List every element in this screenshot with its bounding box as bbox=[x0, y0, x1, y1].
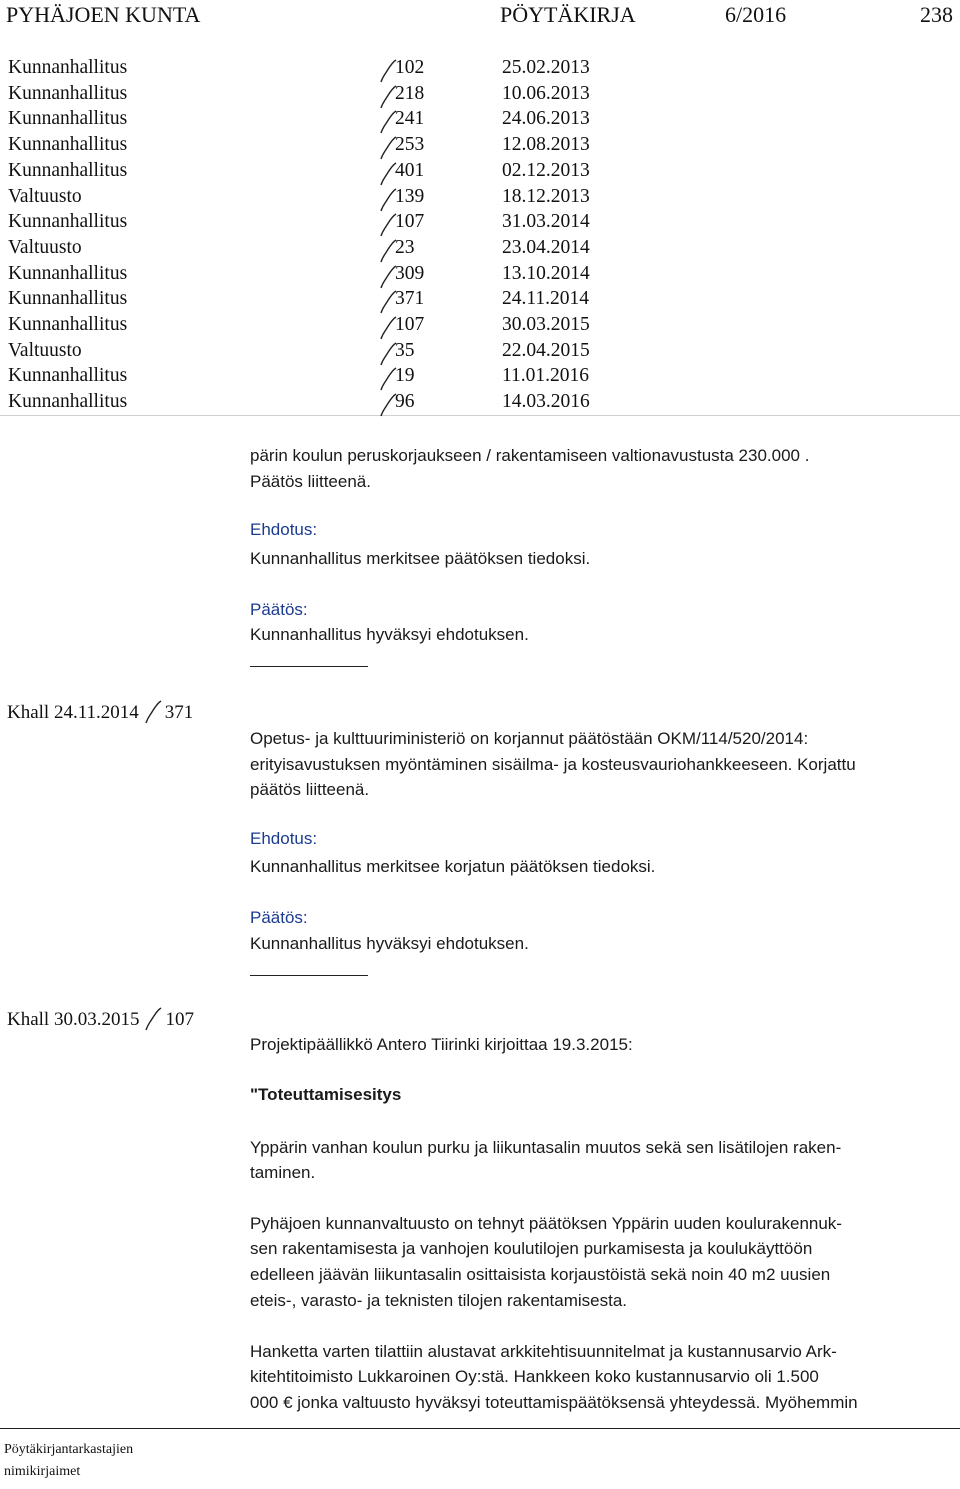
footer-line1: Pöytäkirjantarkastajien bbox=[4, 1442, 134, 1457]
section-reference bbox=[7, 700, 193, 724]
history-org: Kunnanhallitus bbox=[8, 134, 128, 156]
page-footer bbox=[0, 1428, 960, 1479]
history-row bbox=[0, 106, 960, 132]
history-org: Kunnanhallitus bbox=[8, 57, 128, 78]
history-row bbox=[0, 209, 960, 235]
history-section: 253 bbox=[395, 134, 425, 156]
history-table bbox=[0, 55, 960, 416]
block2-line2: erityisavustuksen myöntäminen sisäilma- ja kosteusvauriohankkeeseen. Korjattu bbox=[250, 755, 856, 774]
history-date: 18.12.2013 bbox=[502, 185, 590, 207]
paragraph3-line2: kitehtitoimisto Lukkaroinen Oy:stä. Hankkeen koko kustannusarvio oli 1.500 bbox=[250, 1367, 819, 1386]
history-date: 25.02.2013 bbox=[502, 57, 590, 78]
history-date: 24.11.2014 bbox=[502, 288, 590, 310]
history-date: 30.03.2015 bbox=[502, 314, 590, 335]
paragraph2-line3: edelleen jäävän liikuntasalin osittaisista korjaustöistä sekä noin 40 m2 uusien bbox=[250, 1265, 831, 1284]
proposal-text: Kunnanhallitus merkitsee korjatun päätöksen tiedoksi. bbox=[250, 857, 656, 876]
history-date: 31.03.2014 bbox=[502, 211, 590, 233]
history-org: Kunnanhallitus bbox=[8, 108, 128, 130]
intro-text: Projektipäällikkö Antero Tiirinki kirjoittaa 19.3.2015: bbox=[250, 1035, 633, 1054]
section-reference bbox=[7, 1007, 194, 1031]
decision-text: Kunnanhallitus hyväksyi ehdotuksen. bbox=[250, 934, 529, 953]
paragraph2-line2: sen rakentamisesta ja vanhojen koulutilojen purkamisesta ja koulukäyttöön bbox=[250, 1239, 813, 1258]
history-section: 102 bbox=[395, 57, 425, 78]
history-org: Valtuusto bbox=[8, 185, 82, 207]
history-section: 107 bbox=[395, 314, 425, 335]
block1-line2: Päätös liitteenä. bbox=[250, 472, 371, 491]
history-date: 12.08.2013 bbox=[502, 134, 590, 156]
paragraph2-line1: Pyhäjoen kunnanvaltuusto on tehnyt päätöksen Yppärin uuden koulurakennuk- bbox=[250, 1214, 842, 1233]
section-sign-icon bbox=[145, 700, 163, 724]
history-org: Kunnanhallitus bbox=[8, 314, 128, 335]
history-row bbox=[0, 184, 960, 210]
history-date: 23.04.2014 bbox=[502, 236, 590, 258]
history-org: Kunnanhallitus bbox=[8, 211, 128, 233]
history-row bbox=[0, 338, 960, 364]
section-heading: "Toteuttamisesitys bbox=[250, 1085, 402, 1104]
paragraph3-line1: Hanketta varten tilattiin alustavat arkkitehtisuunnitelmat ja kustannusarvio Ark- bbox=[250, 1342, 837, 1361]
reference-section: 371 bbox=[164, 702, 194, 723]
history-org: Kunnanhallitus bbox=[8, 391, 128, 413]
block2-line1: Opetus- ja kulttuuriministeriö on korjannut päätöstään OKM/114/520/2014: bbox=[250, 729, 809, 748]
history-section: 241 bbox=[395, 108, 425, 130]
page-number: 238 bbox=[920, 2, 953, 27]
history-section: 23 bbox=[395, 236, 415, 258]
history-org: Valtuusto bbox=[8, 236, 82, 258]
paragraph3-line3: 000 € jonka valtuusto hyväksyi toteuttamispäätöksensä yhteydessä. Myöhemmin bbox=[250, 1393, 858, 1412]
history-section: 371 bbox=[395, 288, 425, 310]
history-date: 13.10.2014 bbox=[502, 262, 590, 284]
history-date: 02.12.2013 bbox=[502, 159, 590, 181]
reference-date: Khall 24.11.2014 bbox=[7, 702, 139, 723]
history-org: Kunnanhallitus bbox=[8, 262, 128, 284]
history-row bbox=[0, 363, 960, 389]
decision-label: Päätös: bbox=[250, 600, 308, 619]
history-row bbox=[0, 389, 960, 415]
history-row bbox=[0, 132, 960, 158]
history-org: Kunnanhallitus bbox=[8, 365, 128, 387]
history-date: 14.03.2016 bbox=[502, 391, 590, 413]
history-date: 10.06.2013 bbox=[502, 82, 590, 104]
history-row bbox=[0, 81, 960, 107]
paragraph1-line2: taminen. bbox=[250, 1163, 316, 1182]
history-section: 107 bbox=[395, 211, 425, 233]
history-date: 11.01.2016 bbox=[502, 365, 590, 387]
block2-line3: päätös liitteenä. bbox=[250, 780, 370, 799]
history-row bbox=[0, 261, 960, 287]
proposal-text: Kunnanhallitus merkitsee päätöksen tiedoksi. bbox=[250, 549, 591, 568]
history-row bbox=[0, 235, 960, 261]
municipality-name: PYHÄJOEN KUNTA bbox=[6, 2, 201, 27]
section-divider bbox=[250, 975, 368, 976]
history-section: 96 bbox=[395, 391, 415, 413]
document-type: PÖYTÄKIRJA bbox=[500, 2, 636, 27]
page-header bbox=[0, 0, 960, 40]
history-org: Kunnanhallitus bbox=[8, 159, 128, 181]
decision-label: Päätös: bbox=[250, 908, 308, 927]
history-section: 35 bbox=[395, 339, 415, 361]
paragraph2-line4: eteis-, varasto- ja teknisten tilojen rakentamisesta. bbox=[250, 1291, 628, 1310]
issue-number: 6/2016 bbox=[725, 2, 787, 27]
history-row bbox=[0, 158, 960, 184]
paragraph1-line1: Yppärin vanhan koulun purku ja liikuntasalin muutos sekä sen lisätilojen raken- bbox=[250, 1138, 842, 1157]
history-section: 401 bbox=[395, 159, 425, 181]
footer-line2: nimikirjaimet bbox=[4, 1464, 81, 1479]
history-section: 218 bbox=[395, 82, 425, 104]
section-sign-icon bbox=[145, 1007, 163, 1031]
section-divider bbox=[250, 666, 368, 667]
history-section: 19 bbox=[395, 365, 415, 387]
history-org: Kunnanhallitus bbox=[8, 288, 128, 310]
history-row bbox=[0, 312, 960, 338]
block1-line1: pärin koulun peruskorjaukseen / rakentamiseen valtionavustusta 230.000 . bbox=[250, 446, 810, 465]
reference-section: 107 bbox=[165, 1009, 194, 1030]
proposal-label: Ehdotus: bbox=[250, 829, 318, 848]
footer-note bbox=[4, 1439, 204, 1483]
decision-text: Kunnanhallitus hyväksyi ehdotuksen. bbox=[250, 625, 529, 644]
history-row bbox=[0, 55, 960, 81]
reference-date: Khall 30.03.2015 bbox=[7, 1009, 140, 1030]
history-org: Valtuusto bbox=[8, 339, 82, 361]
history-row bbox=[0, 286, 960, 312]
proposal-label: Ehdotus: bbox=[250, 520, 318, 539]
history-section: 139 bbox=[395, 185, 425, 207]
history-org: Kunnanhallitus bbox=[8, 82, 128, 104]
history-date: 22.04.2015 bbox=[502, 339, 590, 361]
history-section: 309 bbox=[395, 262, 425, 284]
history-date: 24.06.2013 bbox=[502, 108, 590, 130]
